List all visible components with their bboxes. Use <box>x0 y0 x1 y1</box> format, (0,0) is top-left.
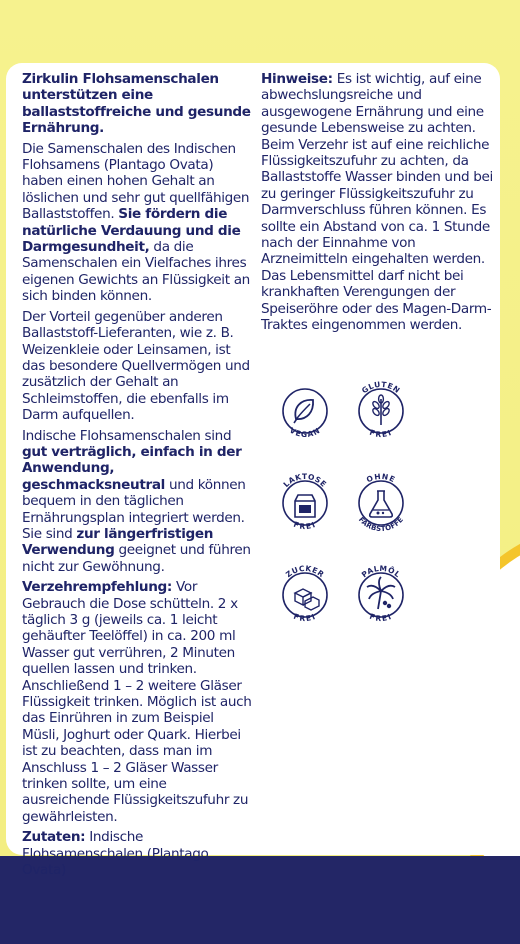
palm-oil-free-icon <box>345 559 417 631</box>
description-text: Die Samenschalen des Indischen Flohsamens (Plantago Ovata) haben einen hohen Gehalt an löslichen und sehr gut quellfähigen Ballaststoffen. <box>22 140 250 223</box>
dosage-label: Verzehrempfehlung: <box>22 579 173 596</box>
intro-text: Zirkulin Flohsamenschalen unterstützen eine ballaststoffreiche und gesunde Ernährung. <box>22 71 251 137</box>
badge-grid <box>265 375 495 655</box>
gluten-bottom-label: FREI <box>368 427 394 440</box>
notes-label: Hinweise: <box>261 71 333 87</box>
dosage-paragraph <box>22 579 252 825</box>
sugar-top-label: ZUCKER <box>283 563 326 580</box>
vegan-icon <box>269 375 341 447</box>
lactose-free-badge <box>269 467 341 539</box>
left-column <box>22 71 252 883</box>
gluten-free-icon <box>345 375 417 447</box>
vegan-badge <box>269 375 341 447</box>
ingredients-paragraph <box>22 829 252 878</box>
no-colorants-icon <box>345 467 417 539</box>
sugar-bottom-label: FREI <box>292 611 318 624</box>
tolerance-text-2: und können bequem in den täglichen Ernährungsplan integriert werden. Sie sind <box>22 476 246 542</box>
lactose-free-icon <box>269 467 341 539</box>
gluten-free-badge <box>345 375 417 447</box>
colorants-top-label: OHNE <box>365 471 398 485</box>
vegan-bottom-label: VEGAN <box>287 425 323 440</box>
description-highlight: Sie fördern die natürliche Verdauung und die Darmgesundheit, <box>22 206 241 256</box>
description-text-2: da die Samenschalen ein Vielfaches ihres eigenen Gewichts an Flüssigkeit an sich binden können. <box>22 239 250 305</box>
notes-text: Es ist wichtig, auf eine abwechslungsreiche und ausgewogene Ernährung und eine gesunde Lebensweise zu achten. Beim Verzehr ist auf eine reichliche Flüssigkeitszufuhr zu achten, da Ballaststoffe Wasser binden und bei zu geringer Flüssigkeitszufuhr zu Darmverschluss führen können. Es sollte ein Abstand von ca. 1 Stunde nach der Einnahme von Arzneimitteln eingehalten werden. Das Lebensmittel darf nicht bei krankhaften Verengungen der Speiseröhre oder des Magen-Darm-Traktes eingenommen werden. <box>261 71 493 334</box>
right-column <box>261 71 493 338</box>
tolerance-text-3: geeignet und führen nicht zur Gewöhnung. <box>22 542 251 575</box>
gluten-top-label: GLUTEN <box>359 379 403 396</box>
advantage-paragraph: Der Vorteil gegenüber anderen Ballaststoff-Lieferanten, wie z. B. Weizenkleie oder Leinsamen, ist das besondere Quellvermögen und zusätzlich der Gehalt an Schleimstoffen, die ebenfalls im Darm aufquellen. <box>22 308 250 424</box>
ingredients-label: Zutaten: <box>22 829 86 846</box>
no-colorants-badge <box>345 467 417 539</box>
sugar-free-icon <box>269 559 341 631</box>
intro-paragraph <box>22 71 252 137</box>
tolerance-highlight-2: zur längerfristigen Verwendung <box>22 525 214 559</box>
lactose-top-label: LAKTOSE <box>281 471 329 490</box>
tolerance-highlight: gut verträglich, einfach in der Anwendung, geschmacksneutral <box>22 443 242 493</box>
colorants-bottom-label: FARBSTOFFE <box>356 515 406 534</box>
palmoil-bottom-label: FREI <box>368 611 394 624</box>
ingredients-text: Indische Flohsamenschalen (Plantago Ovata) <box>22 829 209 879</box>
palm-oil-free-badge <box>345 559 417 631</box>
palmoil-top-label: PALMÖL <box>359 563 403 580</box>
lactose-bottom-label: FREI <box>292 519 318 532</box>
tolerance-text: Indische Flohsamenschalen sind <box>22 427 232 444</box>
info-card <box>6 63 500 879</box>
notes-paragraph <box>261 71 493 334</box>
tolerance-paragraph <box>22 428 252 576</box>
sugar-free-badge <box>269 559 341 631</box>
description-paragraph <box>22 141 252 305</box>
dosage-text: Vor Gebrauch die Dose schütteln. 2 x täglich 3 g (jeweils ca. 1 leicht gehäufter Teelöffel) in ca. 200 ml Wasser gut verrühren, 2 Minuten quellen lassen und trinken. Anschließend 1 – 2 weitere Gläser Flüssigkeit trinken. Möglich ist auch das Einrühren in zum Beispiel Müsli, Joghurt oder Quark. Hierbei ist zu beachten, dass man im Anschluss 1 – 2 Gläser Wasser trinken sollte, um eine ausreichende Flüssigkeitszufuhr zu gewährleisten. <box>22 579 252 825</box>
